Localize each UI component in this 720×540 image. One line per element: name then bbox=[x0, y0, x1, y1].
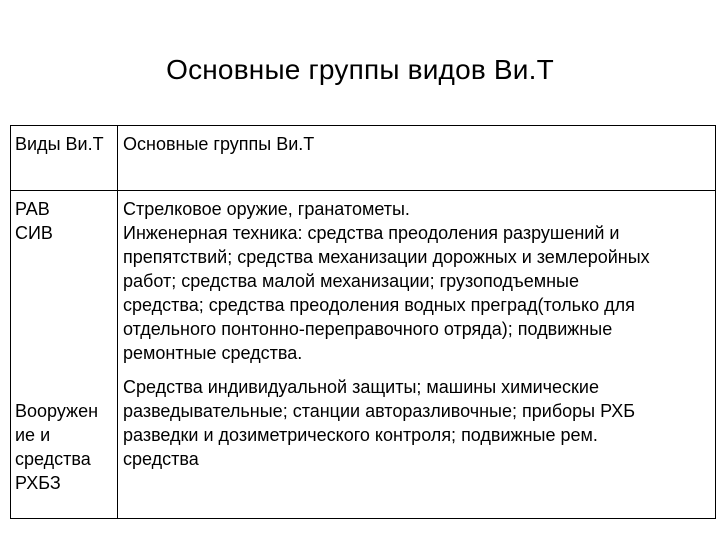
groups-text-line: Инженерная техника: средства преодоления разрушений и bbox=[123, 223, 620, 243]
row-label-rhbz-line: ие и bbox=[15, 425, 51, 445]
row-label-rhbz-line: Вооружен bbox=[15, 401, 99, 421]
page-title: Основные группы видов Ви.Т bbox=[166, 54, 554, 85]
vit-groups-table bbox=[10, 125, 716, 519]
row-label-rav: РАВ bbox=[15, 199, 50, 219]
groups-text-line: ремонтные средства. bbox=[123, 343, 303, 363]
column-divider bbox=[117, 126, 118, 518]
groups-text-line: Стрелковое оружие, гранатометы. bbox=[123, 199, 410, 219]
row-label-rhbz-line: РХБЗ bbox=[15, 473, 61, 493]
row-label-rhbz-line: средства bbox=[15, 449, 91, 469]
groups-text-line: препятствий; средства механизации дорожных и землеройных bbox=[123, 247, 650, 267]
groups-text-line: отдельного понтонно-переправочного отряда); подвижные bbox=[123, 319, 613, 339]
header-groups: Основные группы Ви.Т bbox=[123, 134, 315, 154]
header-types: Виды Ви.Т bbox=[15, 134, 104, 154]
groups-text-line: средства bbox=[123, 449, 199, 469]
row-label-siv: СИВ bbox=[15, 223, 53, 243]
groups-text-line: работ; средства малой механизации; грузоподъемные bbox=[123, 271, 580, 291]
groups-text-line: Средства индивидуальной защиты; машины химические bbox=[123, 377, 599, 397]
groups-text-line: средства; средства преодоления водных преград(только для bbox=[123, 295, 635, 315]
groups-text-line: разведывательные; станции авторазливочные; приборы РХБ bbox=[123, 401, 636, 421]
groups-text-line: разведки и дозиметрического контроля; подвижные рем. bbox=[123, 425, 598, 445]
